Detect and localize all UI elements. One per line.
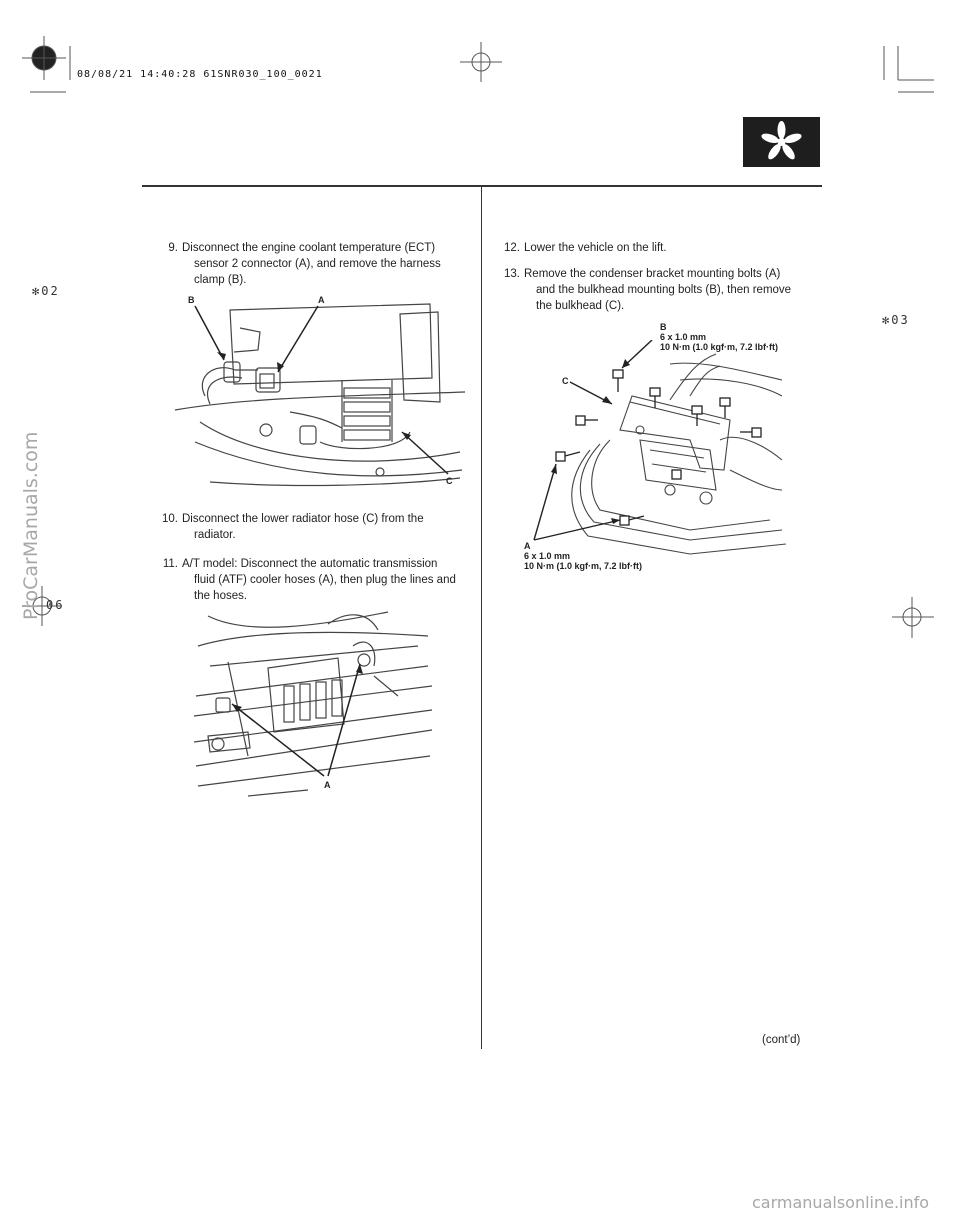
step-number: 9. (168, 242, 178, 254)
bolt-a-letter: A (524, 541, 531, 551)
side-mark-left-bottom: 06 (46, 598, 65, 612)
bolt-b-size: 6 x 1.0 mm (660, 332, 707, 342)
figure-atf-cooler-hoses (188, 606, 438, 806)
step-line: A/T model: Disconnect the automatic transmission (182, 558, 438, 570)
header-rule (142, 185, 822, 187)
step-number: 10. (162, 513, 178, 525)
fan-icon (743, 117, 820, 167)
bolt-a-torque: 10 N·m (1.0 kgf·m, 7.2 lbf·ft) (524, 561, 643, 571)
side-mark-right-top: ✻03 (882, 313, 910, 327)
bolt-b-torque: 10 N·m (1.0 kgf·m, 7.2 lbf·ft) (660, 342, 779, 352)
step-line: fluid (ATF) cooler hoses (A), then plug the lines and (194, 574, 456, 586)
step-line: sensor 2 connector (A), and remove the harness (194, 258, 441, 270)
watermark-left: ProCarManuals.com (20, 431, 42, 620)
bolt-b-letter: B (660, 322, 667, 332)
step-number: 12. (504, 242, 520, 254)
watermark-bottom: carmanualsonline.info (752, 1193, 930, 1212)
print-timestamp: 08/08/21 14:40:28 61SNR030_100_0021 (77, 69, 323, 80)
column-divider (481, 187, 482, 1049)
bolt-a-size: 6 x 1.0 mm (524, 551, 571, 561)
step-line: and the bulkhead mounting bolts (B), then remove (536, 284, 792, 296)
section-badge (743, 117, 820, 167)
step-line: the hoses. (194, 590, 248, 602)
step-line: radiator. (194, 529, 236, 541)
figure1-label-c: C (446, 476, 453, 486)
step-line: Disconnect the lower radiator hose (C) from the (182, 513, 424, 525)
step-line: Disconnect the engine coolant temperature (ECT) (182, 242, 436, 254)
step-line: Lower the vehicle on the lift. (524, 242, 667, 254)
figure-bulkhead-removal (520, 340, 790, 560)
figure1-label-b: B (188, 295, 195, 305)
figure3-label-a (524, 541, 642, 571)
side-mark-left-top: ✻02 (32, 284, 60, 298)
figure1-label-a: A (318, 295, 325, 305)
figure-ect-connector (170, 292, 470, 498)
figure3-label-b (660, 322, 778, 352)
figure2-label-a: A (324, 780, 331, 790)
continued-note: (cont’d) (762, 1034, 801, 1046)
figure3-label-c: C (562, 376, 569, 386)
step-line: clamp (B). (194, 274, 247, 286)
step-line: the bulkhead (C). (536, 300, 625, 312)
step-number: 11. (162, 558, 178, 570)
step-line: Remove the condenser bracket mounting bolts (A) (524, 268, 781, 280)
step-number: 13. (504, 268, 520, 280)
